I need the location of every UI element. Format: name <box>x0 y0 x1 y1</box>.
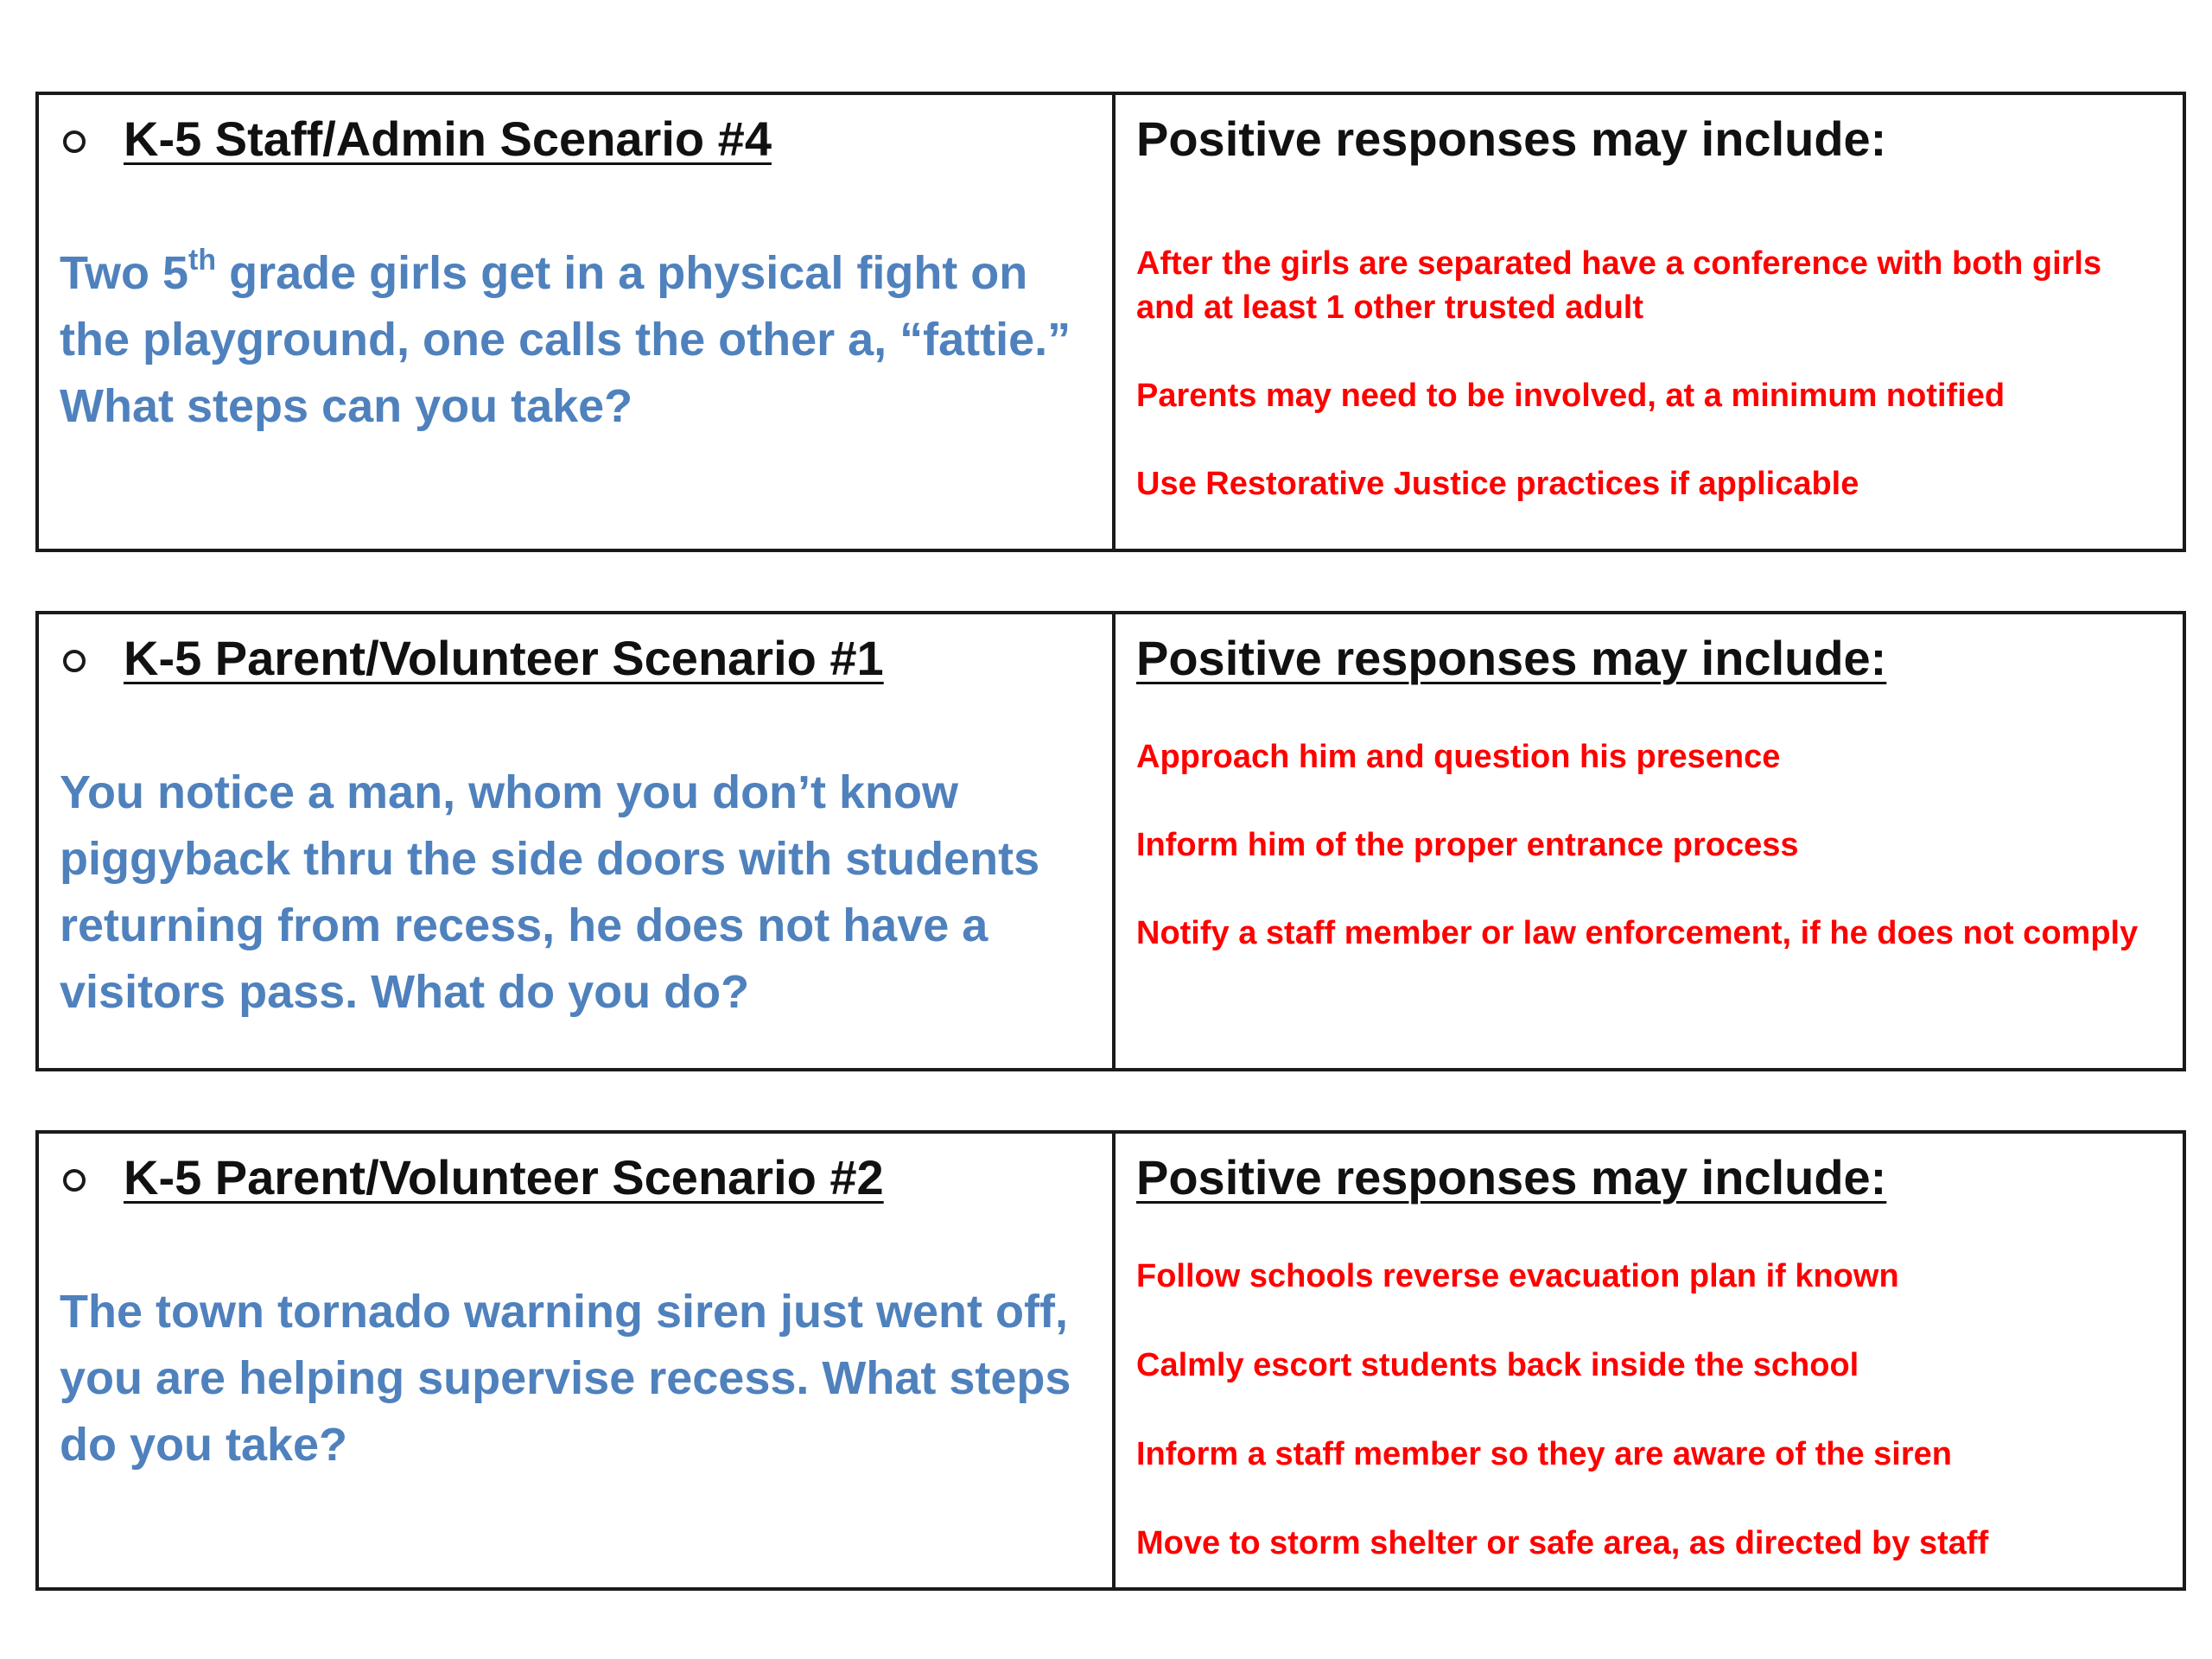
scenario-description: You notice a man, whom you don’t know piggyback thru the side doors with students returning from recess, he does not have a visitors pass. What do you do? <box>60 766 1040 1018</box>
response-item: Move to storm shelter or safe area, as directed by staff <box>1136 1525 1989 1561</box>
response-item: Inform him of the proper entrance process <box>1136 827 1799 863</box>
circle-bullet-icon <box>63 1169 86 1192</box>
responses-list <box>1136 242 2157 550</box>
scenario-header <box>63 630 884 686</box>
responses-list <box>1136 1255 2157 1611</box>
responses-list <box>1136 735 2157 1000</box>
responses-heading: Positive responses may include: <box>1136 111 1887 166</box>
responses-column <box>1116 1134 2183 1587</box>
responses-column <box>1116 95 2183 549</box>
scenario-title: K-5 Staff/Admin Scenario #4 <box>124 111 772 166</box>
scenario-description: The town tornado warning siren just went off, you are helping supervise recess. What steps do you take? <box>60 1286 1071 1471</box>
response-item: Follow schools reverse evacuation plan if known <box>1136 1258 1899 1294</box>
scenario-column <box>39 95 1116 549</box>
scenario-text-part: Two 5 <box>60 247 189 299</box>
scenario-column <box>39 1134 1116 1587</box>
scenario-description <box>60 240 1079 440</box>
scenario-card-3 <box>35 1130 2186 1591</box>
scenario-title: K-5 Parent/Volunteer Scenario #2 <box>124 1150 884 1205</box>
scenario-card-1 <box>35 92 2186 552</box>
responses-heading: Positive responses may include: <box>1136 1150 1887 1205</box>
response-item: Approach him and question his presence <box>1136 739 1781 775</box>
scenario-text-part: grade girls get in a physical fight on the playground, one calls the other a, “fattie.” What steps can you take? <box>60 247 1071 432</box>
response-item: Inform a staff member so they are aware of the siren <box>1136 1436 1952 1472</box>
circle-bullet-icon <box>63 650 86 672</box>
circle-bullet-icon <box>63 130 86 153</box>
scenario-card-2 <box>35 611 2186 1071</box>
responses-column <box>1116 614 2183 1068</box>
response-item: Calmly escort students back inside the school <box>1136 1347 1859 1383</box>
response-item: After the girls are separated have a conference with both girls and at least 1 other trusted adult <box>1136 245 2102 326</box>
scenario-column <box>39 614 1116 1068</box>
scenario-header <box>63 1149 884 1205</box>
response-item: Use Restorative Justice practices if applicable <box>1136 466 1859 502</box>
scenario-text-superscript: th <box>188 244 217 276</box>
response-item: Notify a staff member or law enforcement, if he does not comply <box>1136 915 2139 951</box>
scenario-title: K-5 Parent/Volunteer Scenario #1 <box>124 631 884 685</box>
responses-heading: Positive responses may include: <box>1136 631 1887 685</box>
scenario-header <box>63 111 772 167</box>
response-item: Parents may need to be involved, at a minimum notified <box>1136 378 2005 414</box>
